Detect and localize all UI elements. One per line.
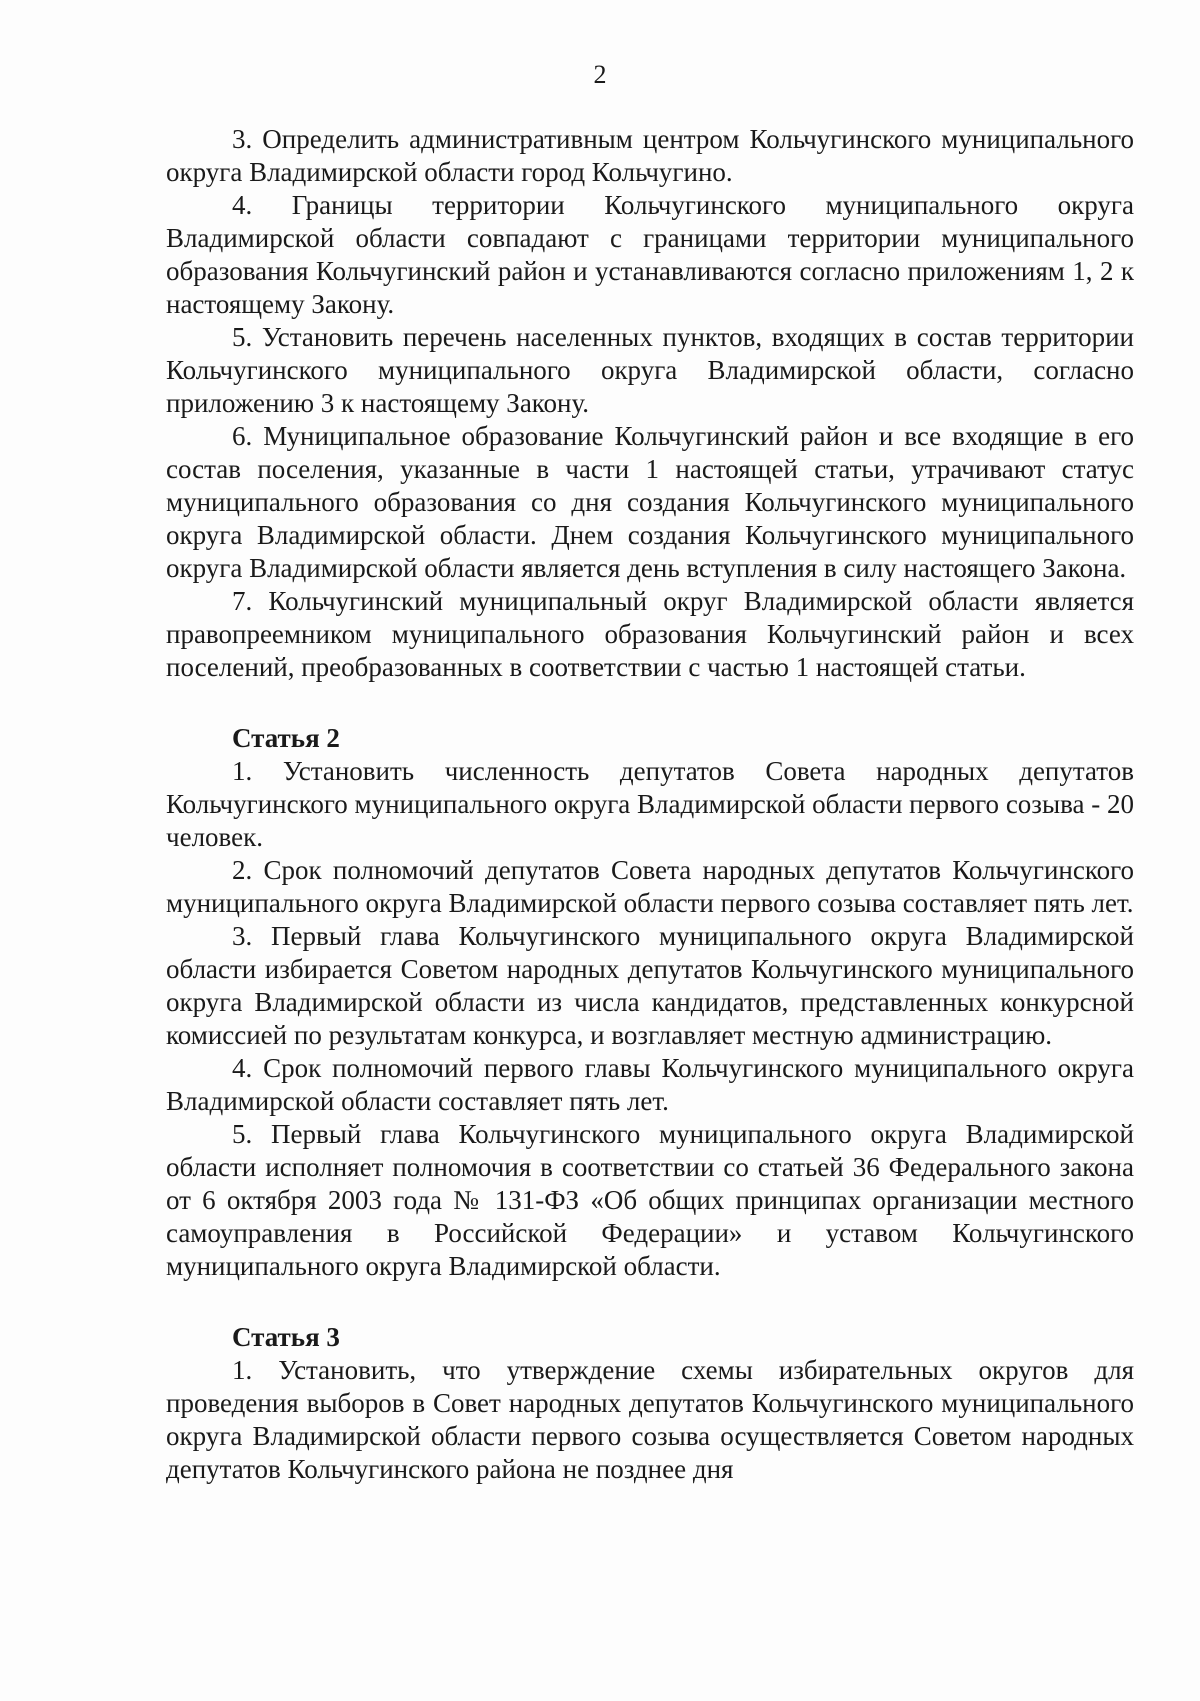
article1-paragraph-7: 7. Кольчугинский муниципальный округ Владимирской области является правопреемником муниципального образования Кольчугинский район и всех поселений, преобразованных в соответствии с частью 1 настоящей статьи. — [166, 586, 1134, 682]
article3-heading: Статья 3 — [232, 1322, 340, 1352]
page-number: 2 — [593, 60, 607, 89]
article2-paragraph-1: 1. Установить численность депутатов Совета народных депутатов Кольчугинского муниципального округа Владимирской области первого созыва - 20 человек. — [166, 756, 1134, 852]
article1-continuation — [166, 123, 1134, 684]
article2 — [166, 722, 1134, 1283]
article2-paragraph-2: 2. Срок полномочий депутатов Совета народных депутатов Кольчугинского муниципального округа Владимирской области первого созыва составляет пять лет. — [166, 855, 1134, 918]
article3 — [166, 1321, 1134, 1486]
article1-paragraph-4: 4. Границы территории Кольчугинского муниципального округа Владимирской области совпадают с границами территории муниципального образования Кольчугинский район и устанавливаются согласно приложениям 1, 2 к настоящему Закону. — [166, 190, 1134, 319]
article2-heading: Статья 2 — [232, 723, 340, 753]
article2-paragraph-4: 4. Срок полномочий первого главы Кольчугинского муниципального округа Владимирской области составляет пять лет. — [166, 1053, 1134, 1116]
document-body — [166, 123, 1134, 1486]
article2-paragraph-5: 5. Первый глава Кольчугинского муниципального округа Владимирской области исполняет полномочия в соответствии со статьей 36 Федерального закона от 6 октября 2003 года № 131-ФЗ «Об общих принципах организации местного самоуправления в Российской Федерации» и уставом Кольчугинского муниципального округа Владимирской области. — [166, 1119, 1134, 1281]
article1-paragraph-6: 6. Муниципальное образование Кольчугинский район и все входящие в его состав поселения, указанные в части 1 настоящей статьи, утрачивают статус муниципального образования со дня создания Кольчугинского муниципального округа Владимирской области. Днем создания Кольчугинского муниципального округа Владимирской области является день вступления в силу настоящего Закона. — [166, 421, 1134, 583]
article3-paragraph-1: 1. Установить, что утверждение схемы избирательных округов для проведения выборов в Совет народных депутатов Кольчугинского муниципального округа Владимирской области первого созыва осуществляется Советом народных депутатов Кольчугинского района не позднее дня — [166, 1355, 1134, 1484]
article1-paragraph-3: 3. Определить административным центром Кольчугинского муниципального округа Владимирской области город Кольчугино. — [166, 124, 1134, 187]
article2-paragraph-3: 3. Первый глава Кольчугинского муниципального округа Владимирской области избирается Советом народных депутатов Кольчугинского муниципального округа Владимирской области из числа кандидатов, представленных конкурсной комиссией по результатам конкурса, и возглавляет местную администрацию. — [166, 921, 1134, 1050]
article1-paragraph-5: 5. Установить перечень населенных пунктов, входящих в состав территории Кольчугинского муниципального округа Владимирской области, согласно приложению 3 к настоящему Закону. — [166, 322, 1134, 418]
